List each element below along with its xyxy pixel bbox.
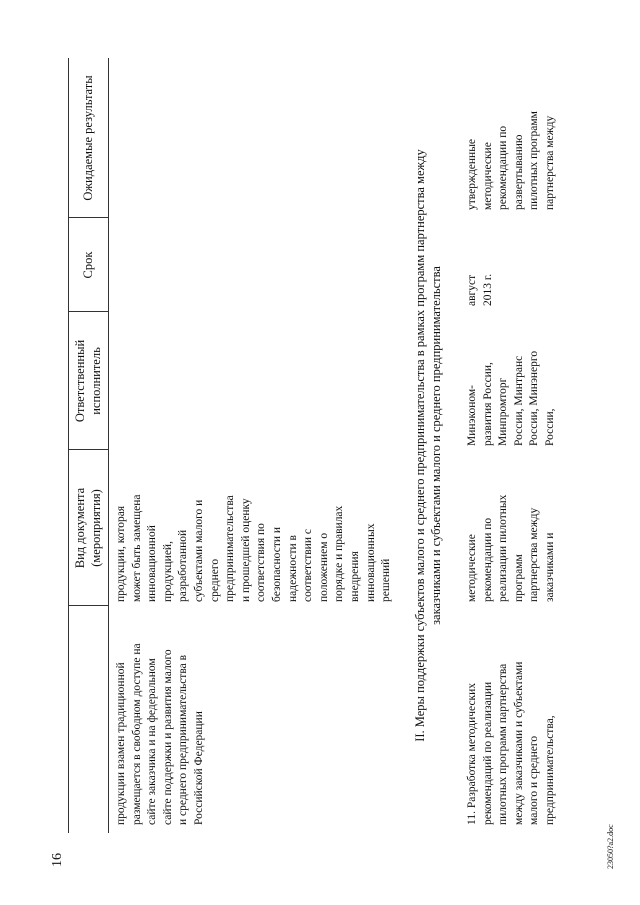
section-title: II. Меры поддержки субъектов малого и среднего предпринимательства в рамках программ партнерства между заказчиками и субъектами малого и среднего предпринимательства: [413, 149, 443, 742]
continuation-cell-document: продукции, которая может быть замещена инновационной продукцией, разработанной субъектами малого и среднего предпринимательства и прошедшей оценку соответствия по безопасности и надежности в соответствии с положением о порядке и правилах внедрения инновационных решений: [115, 494, 393, 602]
row-11-deadline: август 2013 г.: [466, 273, 494, 306]
row-11-results: утвержденные методические рекомендации по развертыванию пилотных программ партнерства между: [466, 111, 556, 210]
row-11-document: методические рекомендации по реализации пилотных программ партнерства между заказчиками и: [466, 494, 556, 602]
page-number: 16: [50, 853, 65, 867]
header-document-type: Вид документа (мероприятия): [73, 487, 103, 569]
document-code: 23050?a2.doc: [606, 824, 615, 869]
row-11-measure: 11. Разработка методических рекомендаций по реализации пилотных программ партнерства между заказчиками и субъектами малого и среднего предпринимательства,: [466, 661, 556, 825]
header-expected-results: Ожидаемые результаты: [81, 75, 95, 201]
header-responsible-executor: Ответственный исполнитель: [73, 339, 103, 423]
continuation-cell-measure: продукции взамен традиционной размещается в свободном доступе на сайте заказчика и на федеральном сайте поддержки и развития малого и среднего предпринимательства в Российской Федерации: [115, 643, 205, 825]
row-11-responsible: Минэконом- развития России, Минпромторг России, Минтранс России, Минэнерго России,: [466, 350, 556, 446]
table-header-bottom-border: [108, 58, 109, 833]
table-top-border: [68, 58, 69, 833]
header-deadline: Срок: [81, 251, 95, 279]
